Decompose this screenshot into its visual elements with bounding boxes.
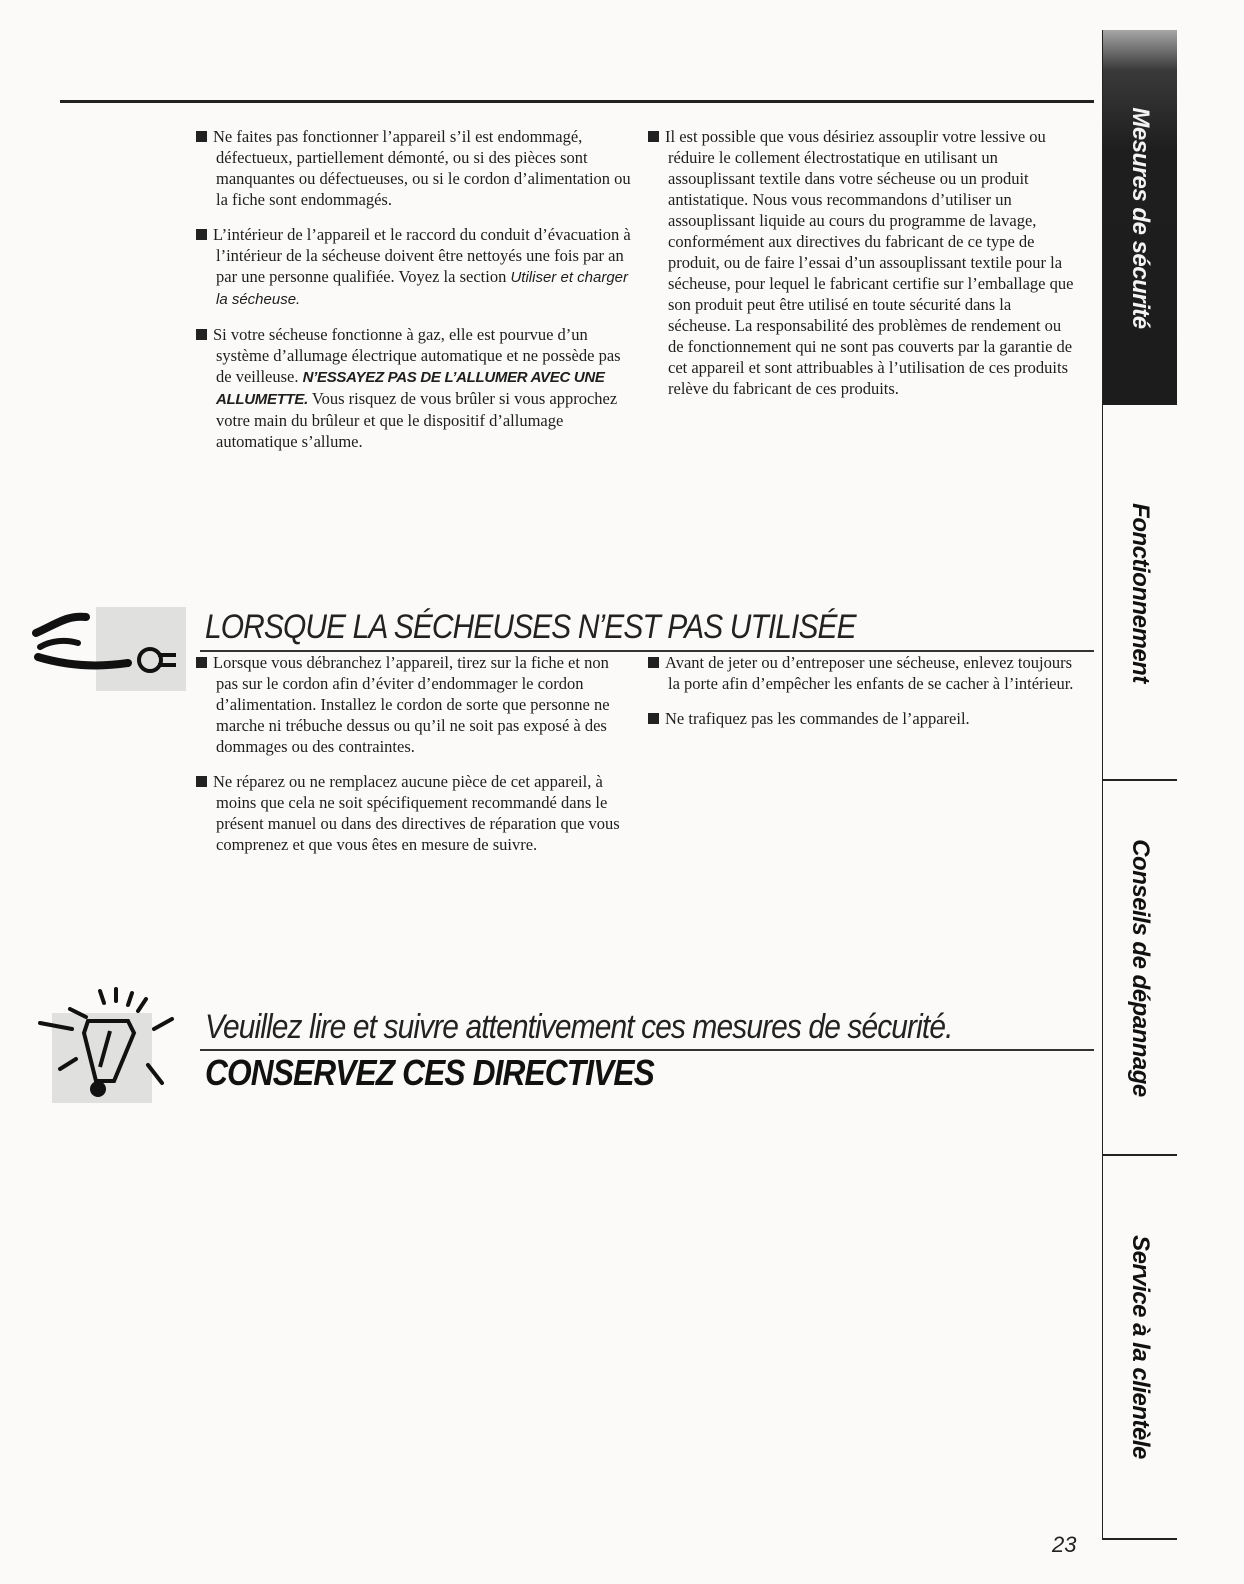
bullet-square-icon — [196, 776, 207, 787]
bullet-item: Avant de jeter ou d’entreposer une sécheuse, enlevez toujours la porte afin d’empêcher les enfants de se cacher à l’intérieur. — [648, 652, 1078, 694]
bullet-square-icon — [196, 329, 207, 340]
bullet-item: Il est possible que vous désiriez assouplir votre lessive ou réduire le collement électrostatique en utilisant un assouplissant textile dans votre sécheuse ou un produit antistatique. Nous vous recommandons d’utiliser un assouplissant liquide au cours du programme de lavage, conformément aux directives du fabricant de ce type de produit, ou de faire l’essai d’un assouplissant textile pour la sécheuse, pour lequel le fabricant certifie sur l’emballage que son produit peut être utilisé en toute sécurité dans la sécheuse. La responsabilité des problèmes de rendement ou de fonctionnement qui ne sont pas couverts par la garantie de cet appareil et sont attribuables à l’utilisation de ces produits relève du fabricant de ces produits. — [648, 126, 1078, 399]
keep-instructions-line: CONSERVEZ CES DIRECTIVES — [205, 1052, 654, 1093]
top-right-column — [648, 126, 1078, 413]
bullet-item: Ne faites pas fonctionner l’appareil s’il est endommagé, défectueux, partiellement démonté, ou si des pièces sont manquantes ou défectueuses, ou si le cordon d’alimentation ou la fiche sont endommagés. — [196, 126, 632, 210]
tab-service-a-la-clientele[interactable] — [1103, 1156, 1177, 1538]
bullet-item: L’intérieur de l’appareil et le raccord du conduit d’évacuation à l’intérieur de la sécheuse doivent être nettoyés une fois par an par une personne qualifiée. Voyez la section Utiliser et charger la sécheuse. — [196, 224, 632, 310]
power-cord-icon — [28, 603, 188, 693]
top-rule — [60, 100, 1094, 103]
tab-label: Service à la clientèle — [1127, 1235, 1154, 1459]
tab-divider — [1103, 1538, 1177, 1540]
read-instructions-line: Veuillez lire et suivre attentivement ces mesures de sécurité. — [205, 1008, 953, 1046]
bullet-square-icon — [196, 229, 207, 240]
section-reference: Utiliser et charger la sécheuse. — [216, 269, 629, 308]
warning-bulb-icon — [30, 985, 190, 1105]
closing-rule — [200, 1049, 1094, 1051]
section-left-column — [196, 652, 632, 869]
bullet-square-icon — [648, 657, 659, 668]
tab-label: Conseils de dépannage — [1127, 839, 1154, 1097]
warning-text: N’ESSAYEZ PAS DE L’ALLUMER AVEC UNE ALLUMETTE. — [216, 369, 605, 408]
bullet-square-icon — [196, 131, 207, 142]
tab-mesures-de-securite[interactable] — [1103, 30, 1177, 405]
tab-conseils-de-depannage[interactable] — [1103, 781, 1177, 1155]
bullet-square-icon — [648, 131, 659, 142]
tab-label: Fonctionnement — [1127, 502, 1154, 683]
tab-fonctionnement[interactable] — [1103, 405, 1177, 780]
page-number: 23 — [1052, 1532, 1077, 1557]
bullet-item: Si votre sécheuse fonctionne à gaz, elle est pourvue d’un système d’allumage électrique automatique et ne possède pas de veilleuse. N’ESSAYEZ PAS DE L’ALLUMER AVEC UNE ALLUMETTE. Vous risquez de vous brûler si vous approchez votre main du brûleur et que le dispositif d’allumage automatique s’allume. — [196, 324, 632, 452]
section-right-column — [648, 652, 1078, 743]
bullet-item: Ne trafiquez pas les commandes de l’appareil. — [648, 708, 1078, 729]
bullet-square-icon — [196, 657, 207, 668]
tab-label: Mesures de sécurité — [1127, 106, 1154, 329]
bullet-item: Lorsque vous débranchez l’appareil, tirez sur la fiche et non pas sur le cordon afin d’éviter d’endommager le cordon d’alimentation. Installez le cordon de sorte que personne ne marche ni trébuche dessus ou qu’il ne soit pas exposé à des dommages ou des contraintes. — [196, 652, 632, 757]
section-title: LORSQUE LA SÉCHEUSES N’EST PAS UTILISÉE — [205, 608, 856, 646]
top-left-column — [196, 126, 632, 466]
bullet-item: Ne réparez ou ne remplacez aucune pièce de cet appareil, à moins que cela ne soit spécifiquement recommandé dans le présent manuel ou dans des directives de réparation que vous comprenez et que vous êtes en mesure de suivre. — [196, 771, 632, 855]
section-tabs-sidebar — [1102, 30, 1177, 1540]
bullet-square-icon — [648, 713, 659, 724]
